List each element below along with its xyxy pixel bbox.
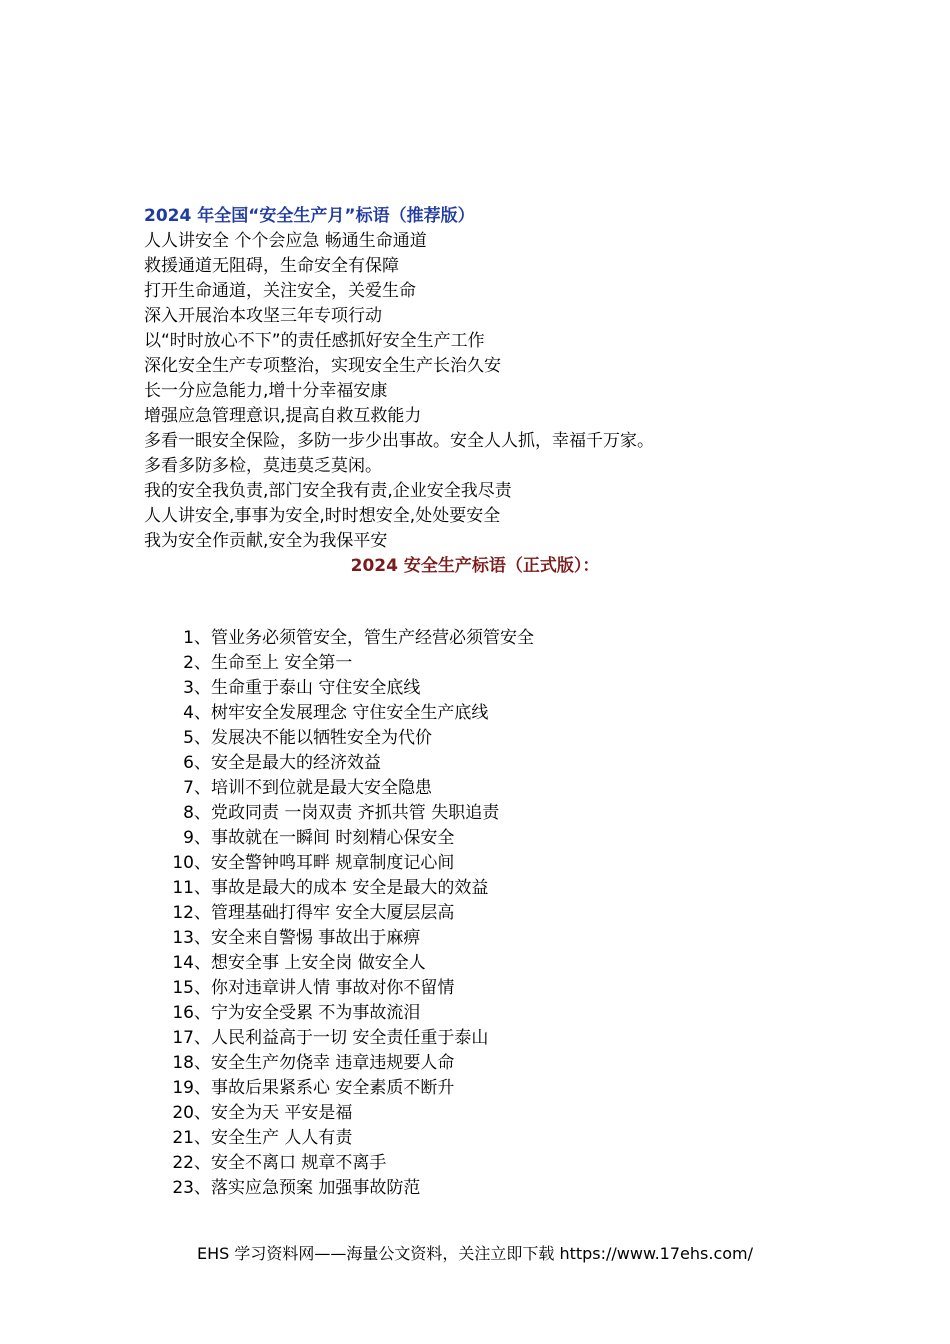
slogan-separator: 、 bbox=[194, 703, 211, 723]
slogan-text: 宁为安全受累 不为事故流泪 bbox=[211, 1003, 421, 1023]
numbered-slogan bbox=[160, 1076, 534, 1101]
section2-title: 2024 安全生产标语（正式版）： bbox=[350, 556, 600, 576]
slogan-separator: 、 bbox=[194, 803, 211, 823]
slogan-text: 事故后果紧系心 安全素质不断升 bbox=[211, 1078, 455, 1098]
slogan-number: 5 bbox=[183, 728, 194, 748]
slogan-separator: 、 bbox=[194, 778, 211, 798]
slogan-separator: 、 bbox=[194, 1128, 211, 1148]
slogan-line: 以“时时放心不下”的责任感抓好安全生产工作 bbox=[144, 331, 485, 351]
numbered-slogan bbox=[160, 1051, 534, 1076]
slogan-separator: 、 bbox=[194, 928, 211, 948]
slogan-separator: 、 bbox=[194, 678, 211, 698]
numbered-slogan bbox=[160, 801, 534, 826]
numbered-slogan bbox=[160, 901, 534, 926]
slogan-number: 12 bbox=[172, 903, 194, 923]
section1-title: 2024 年全国“安全生产月”标语（推荐版） bbox=[144, 206, 475, 226]
numbered-slogan bbox=[160, 776, 534, 801]
slogan-line: 深入开展治本攻坚三年专项行动 bbox=[144, 306, 382, 326]
slogan-text: 事故就在一瞬间 时刻精心保安全 bbox=[211, 828, 455, 848]
footer-text: EHS 学习资料网——海量公文资料，关注立即下载 https://www.17ehs.com/ bbox=[196, 1244, 754, 1263]
numbered-slogan bbox=[160, 676, 534, 701]
slogan-text: 安全警钟鸣耳畔 规章制度记心间 bbox=[211, 853, 455, 873]
slogan-line: 人人讲安全,事事为安全,时时想安全,处处要安全 bbox=[144, 506, 501, 526]
slogan-number: 20 bbox=[172, 1103, 194, 1123]
slogan-text: 管业务必须管安全，管生产经营必须管安全 bbox=[211, 628, 534, 648]
slogan-text: 安全生产 人人有责 bbox=[211, 1128, 353, 1148]
slogan-text: 想安全事 上安全岗 做安全人 bbox=[211, 953, 426, 973]
slogan-separator: 、 bbox=[194, 1053, 211, 1073]
slogan-text: 生命重于泰山 守住安全底线 bbox=[211, 678, 421, 698]
slogan-separator: 、 bbox=[194, 1153, 211, 1173]
slogan-separator: 、 bbox=[194, 1078, 211, 1098]
slogan-separator: 、 bbox=[194, 753, 211, 773]
numbered-slogan bbox=[160, 1126, 534, 1151]
slogan-text: 你对违章讲人情 事故对你不留情 bbox=[211, 978, 455, 998]
slogan-separator: 、 bbox=[194, 1003, 211, 1023]
numbered-slogan bbox=[160, 951, 534, 976]
slogan-line: 打开生命通道，关注安全，关爱生命 bbox=[144, 281, 416, 301]
section2-slogan-list bbox=[160, 626, 534, 1201]
slogan-number: 15 bbox=[172, 978, 194, 998]
slogan-text: 安全生产勿侥幸 违章违规要人命 bbox=[211, 1053, 455, 1073]
slogan-number: 23 bbox=[172, 1178, 194, 1198]
numbered-slogan bbox=[160, 1026, 534, 1051]
slogan-separator: 、 bbox=[194, 628, 211, 648]
slogan-text: 安全是最大的经济效益 bbox=[211, 753, 381, 773]
slogan-number: 3 bbox=[183, 678, 194, 698]
numbered-slogan bbox=[160, 726, 534, 751]
slogan-separator: 、 bbox=[194, 853, 211, 873]
slogan-separator: 、 bbox=[194, 1103, 211, 1123]
numbered-slogan bbox=[160, 651, 534, 676]
numbered-slogan bbox=[160, 1176, 534, 1201]
numbered-slogan bbox=[160, 701, 534, 726]
numbered-slogan bbox=[160, 751, 534, 776]
slogan-line: 人人讲安全 个个会应急 畅通生命通道 bbox=[144, 231, 427, 251]
slogan-line: 多看多防多检，莫违莫乏莫闲。 bbox=[144, 456, 382, 476]
slogan-number: 7 bbox=[183, 778, 194, 798]
numbered-slogan bbox=[160, 851, 534, 876]
numbered-slogan bbox=[160, 1001, 534, 1026]
slogan-text: 安全为天 平安是福 bbox=[211, 1103, 353, 1123]
slogan-text: 党政同责 一岗双责 齐抓共管 失职追责 bbox=[211, 803, 500, 823]
slogan-line: 我为安全作贡献,安全为我保平安 bbox=[144, 531, 388, 551]
slogan-text: 树牢安全发展理念 守住安全生产底线 bbox=[211, 703, 489, 723]
numbered-slogan bbox=[160, 626, 534, 651]
slogan-line: 长一分应急能力,增十分幸福安康 bbox=[144, 381, 388, 401]
slogan-text: 事故是最大的成本 安全是最大的效益 bbox=[211, 878, 489, 898]
slogan-separator: 、 bbox=[194, 828, 211, 848]
slogan-separator: 、 bbox=[194, 1028, 211, 1048]
slogan-number: 1 bbox=[183, 628, 194, 648]
slogan-number: 18 bbox=[172, 1053, 194, 1073]
slogan-number: 6 bbox=[183, 753, 194, 773]
slogan-text: 安全不离口 规章不离手 bbox=[211, 1153, 387, 1173]
slogan-number: 10 bbox=[172, 853, 194, 873]
numbered-slogan bbox=[160, 976, 534, 1001]
slogan-number: 11 bbox=[172, 878, 194, 898]
slogan-number: 14 bbox=[172, 953, 194, 973]
slogan-number: 17 bbox=[172, 1028, 194, 1048]
slogan-text: 生命至上 安全第一 bbox=[211, 653, 353, 673]
slogan-number: 16 bbox=[172, 1003, 194, 1023]
numbered-slogan bbox=[160, 926, 534, 951]
slogan-separator: 、 bbox=[194, 1178, 211, 1198]
slogan-number: 9 bbox=[183, 828, 194, 848]
slogan-line: 多看一眼安全保险，多防一步少出事故。安全人人抓，幸福千万家。 bbox=[144, 431, 654, 451]
slogan-number: 4 bbox=[183, 703, 194, 723]
slogan-text: 培训不到位就是最大安全隐患 bbox=[211, 778, 432, 798]
slogan-text: 安全来自警惕 事故出于麻痹 bbox=[211, 928, 421, 948]
slogan-line: 深化安全生产专项整治，实现安全生产长治久安 bbox=[144, 356, 501, 376]
slogan-separator: 、 bbox=[194, 728, 211, 748]
slogan-separator: 、 bbox=[194, 978, 211, 998]
slogan-text: 发展决不能以牺牲安全为代价 bbox=[211, 728, 432, 748]
numbered-slogan bbox=[160, 1151, 534, 1176]
slogan-number: 8 bbox=[183, 803, 194, 823]
slogan-text: 管理基础打得牢 安全大厦层层高 bbox=[211, 903, 455, 923]
section1-slogan-list bbox=[144, 229, 654, 554]
slogan-line: 救援通道无阻碍，生命安全有保障 bbox=[144, 256, 399, 276]
slogan-separator: 、 bbox=[194, 903, 211, 923]
slogan-number: 13 bbox=[172, 928, 194, 948]
slogan-separator: 、 bbox=[194, 953, 211, 973]
slogan-separator: 、 bbox=[194, 878, 211, 898]
slogan-number: 19 bbox=[172, 1078, 194, 1098]
slogan-line: 我的安全我负责,部门安全我有责,企业安全我尽责 bbox=[144, 481, 512, 501]
slogan-number: 22 bbox=[172, 1153, 194, 1173]
slogan-number: 21 bbox=[172, 1128, 194, 1148]
slogan-number: 2 bbox=[183, 653, 194, 673]
numbered-slogan bbox=[160, 826, 534, 851]
numbered-slogan bbox=[160, 1101, 534, 1126]
slogan-line: 增强应急管理意识,提高自救互救能力 bbox=[144, 406, 422, 426]
slogan-text: 人民利益高于一切 安全责任重于泰山 bbox=[211, 1028, 489, 1048]
numbered-slogan bbox=[160, 876, 534, 901]
slogan-separator: 、 bbox=[194, 653, 211, 673]
slogan-text: 落实应急预案 加强事故防范 bbox=[211, 1178, 421, 1198]
